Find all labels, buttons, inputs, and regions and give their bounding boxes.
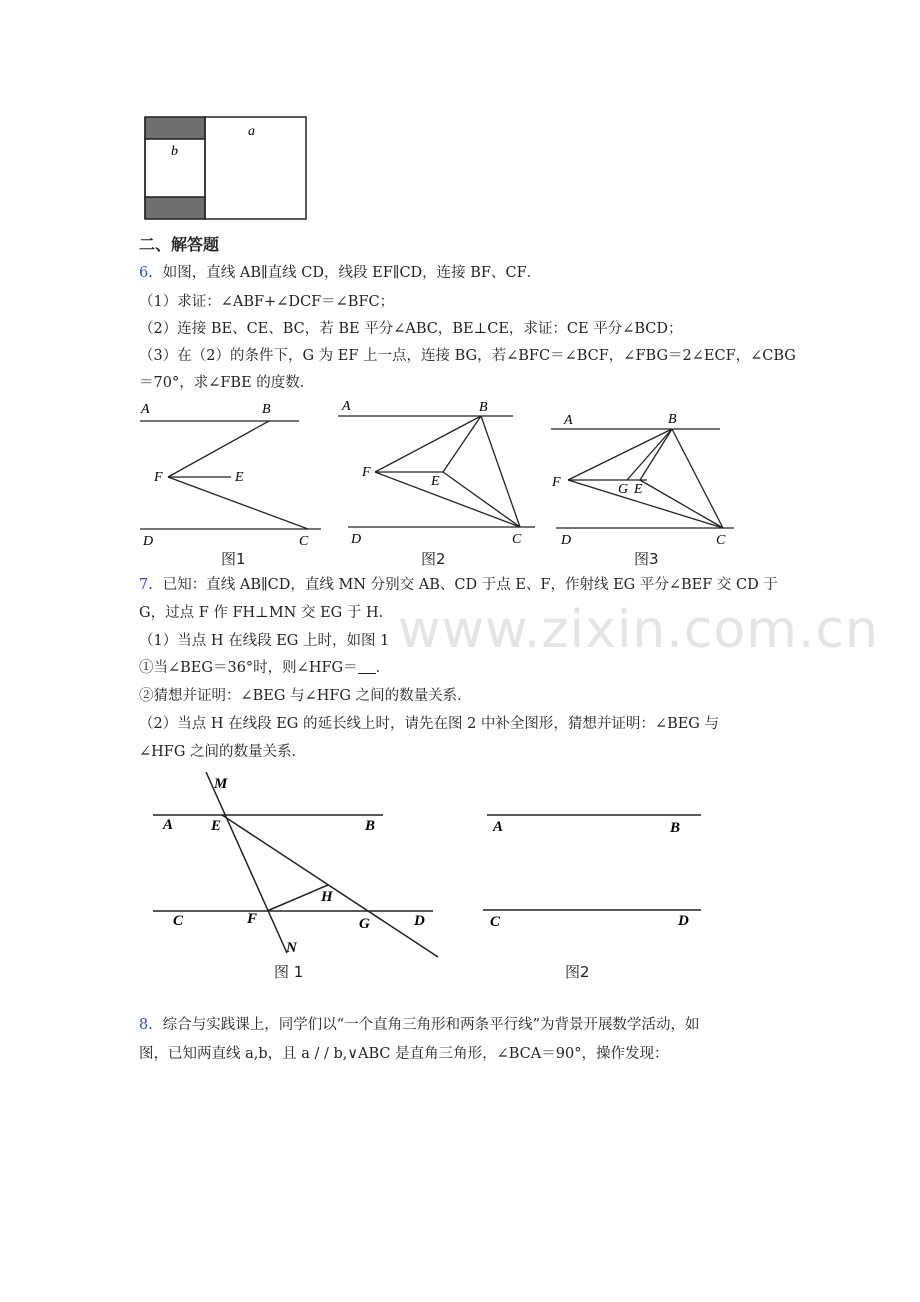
q6-figure-2 — [335, 396, 540, 548]
q8-line1-text: ．综合与实践课上，同学们以“一个直角三角形和两条平行线”为背景开展数学活动，如 — [148, 1017, 700, 1033]
q7-part1a-text: ①当∠BEG＝36°时，则∠HFG＝ — [139, 660, 358, 676]
figure-label-g: G — [359, 916, 370, 932]
figure-label-m: M — [214, 776, 228, 792]
figure-label-f: F — [154, 470, 163, 485]
q7-figure-1 — [148, 766, 448, 966]
figure-label-e: E — [235, 470, 244, 485]
figure-label-g: G — [618, 482, 629, 497]
figure-label-c: C — [512, 532, 522, 547]
figure-label-b: B — [670, 820, 681, 836]
q6-number: 6 — [139, 265, 149, 281]
q6-part1: （1）求证：∠ABF+∠DCF＝∠BFC； — [139, 294, 395, 310]
q7-part1: （1）当点 H 在线段 EG 上时，如图 1 — [139, 633, 390, 649]
figure-label-b: B — [262, 402, 271, 417]
q7-stem-text: ．已知：直线 AB∥CD，直线 MN 分别交 AB、CD 于点 E、F，作射线 EG 平分∠BEF 交 CD 于 — [148, 577, 778, 593]
q7-part1b: ②猜想并证明：∠BEG 与∠HFG 之间的数量关系． — [139, 688, 472, 704]
q7-number: 7 — [139, 577, 149, 593]
figure-label-e: E — [431, 474, 440, 489]
q7-stem-2: G，过点 F 作 FH⊥MN 交 EG 于 H． — [139, 605, 394, 621]
q6-part3-line2: ＝70°，求∠FBE 的度数． — [139, 375, 315, 391]
figure-label-d: D — [143, 534, 154, 548]
q6-part2: （2）连接 BE、CE、BC，若 BE 平分∠ABC，BE⊥CE，求证：CE 平分∠BCD； — [139, 321, 683, 337]
q6-stem-text: ．如图，直线 AB∥直线 CD，线段 EF∥CD，连接 BF、CF． — [148, 265, 542, 281]
figure-label-h: H — [321, 889, 333, 905]
watermark: www.zixin.com.cn — [398, 600, 879, 660]
figure-label-c: C — [716, 533, 726, 548]
q7-part2-line2: ∠HFG 之间的数量关系． — [139, 744, 307, 760]
q6-caption-3: 图3 — [634, 550, 659, 568]
figure-label-e: E — [634, 482, 643, 497]
figure-label-c: C — [299, 534, 309, 548]
figure-label-a: A — [342, 399, 351, 414]
q7-part2-line1: （2）当点 H 在线段 EG 的延长线上时，请先在图 2 中补全图形，猜想并证明：∠BEG 与 — [139, 716, 719, 732]
q6-part3-line1: （3）在（2）的条件下，G 为 EF 上一点，连接 BG，若∠BFC＝∠BCF，∠FBG＝2∠ECF，∠CBG — [139, 348, 796, 364]
figure-label-a: A — [564, 413, 573, 428]
label-a: a — [248, 124, 255, 139]
figure-label-c: C — [490, 914, 501, 930]
figure-label-d: D — [351, 532, 362, 547]
figure-label-d: D — [561, 533, 572, 548]
figure-label-d: D — [414, 913, 425, 929]
figure-label-f: F — [552, 475, 561, 490]
q8-line1 — [139, 1015, 700, 1035]
q6-figure-3 — [548, 404, 743, 550]
figure-label-d: D — [678, 913, 689, 929]
q7-caption-2: 图2 — [565, 963, 590, 981]
figure-label-b: B — [365, 818, 376, 834]
q6-stem — [139, 263, 541, 283]
square-figure — [140, 113, 315, 225]
q6-caption-1: 图1 — [221, 550, 246, 568]
figure-label-c: C — [173, 913, 184, 929]
answer-blank[interactable] — [358, 659, 376, 674]
q6-figure-1 — [135, 398, 330, 548]
q8-number: 8 — [139, 1017, 149, 1033]
q7-figure-2 — [480, 806, 705, 936]
figure-label-n: N — [286, 940, 297, 956]
figure-label-b: B — [479, 400, 488, 415]
label-b: b — [171, 144, 178, 159]
q7-part1a — [139, 658, 390, 678]
figure-label-a: A — [141, 402, 150, 417]
q7-caption-1: 图 1 — [274, 963, 304, 981]
figure-label-a: A — [163, 817, 174, 833]
q8-line2: 图，已知两直线 a,b，且 a / / b,∨ABC 是直角三角形，∠BCA＝90°，操作发现： — [139, 1046, 669, 1062]
figure-label-e: E — [211, 818, 222, 834]
q7-stem-1 — [139, 575, 778, 595]
q7-part1a-end: ． — [375, 660, 391, 676]
section-title: 二、解答题 — [139, 235, 220, 254]
figure-label-f: F — [362, 465, 371, 480]
figure-label-b: B — [668, 412, 677, 427]
figure-label-f: F — [247, 911, 258, 927]
q6-caption-2: 图2 — [421, 550, 446, 568]
figure-label-a: A — [493, 819, 504, 835]
